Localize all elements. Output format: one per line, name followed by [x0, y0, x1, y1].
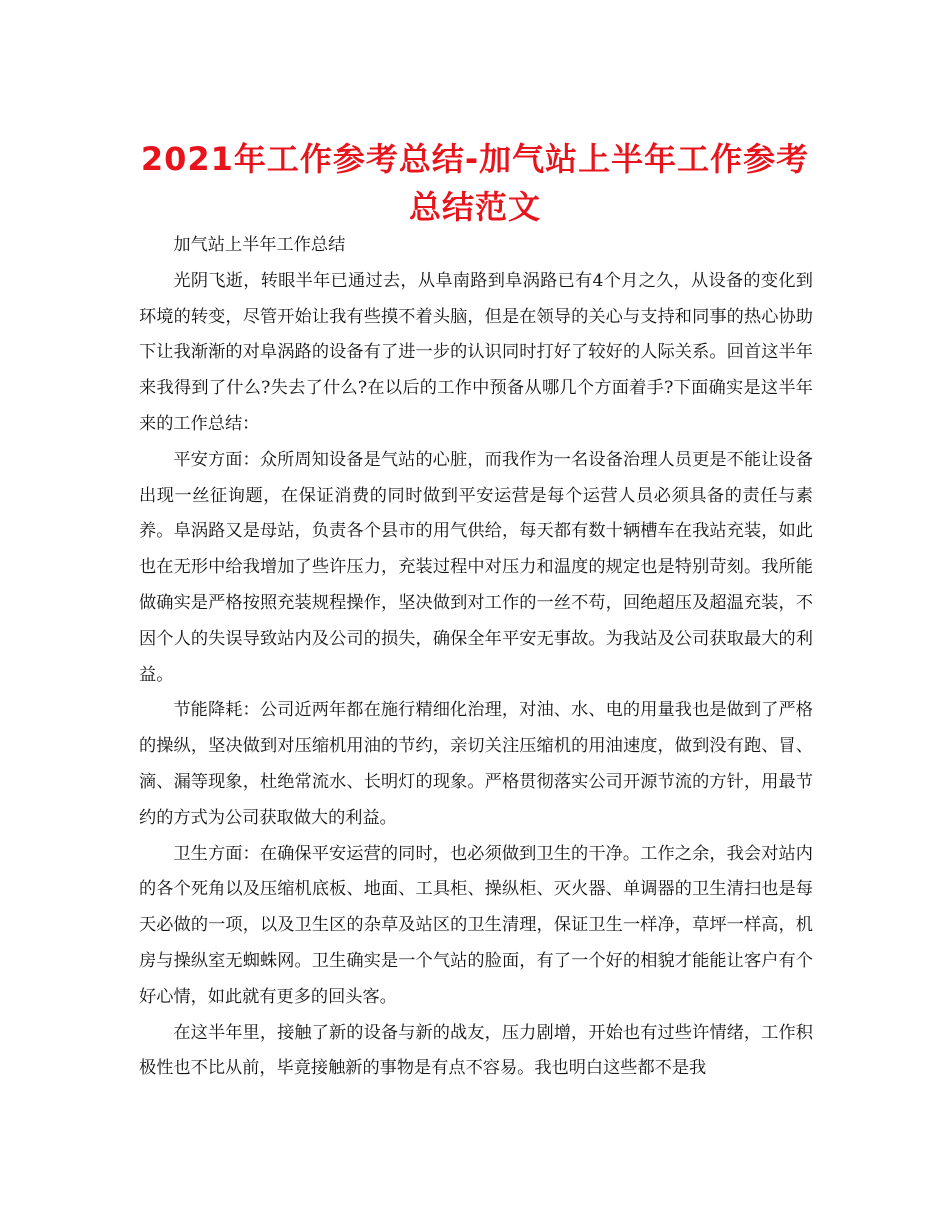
- paragraph-hygiene: 卫生方面：在确保平安运营的同时，也必须做到卫生的干净。工作之余，我会对站内的各个死角以及压缩机底板、地面、工具柜、操纵柜、灭火器、单调器的卫生清扫也是每天必做的一项，以及卫生区的杂草及站区的卫生清理，保证卫生一样净，草坪一样高，机房与操纵室无蜘蛛网。卫生确实是一个气站的脸面，有了一个好的相貌才能能让客户有个好心情，如此就有更多的回头客。: [139, 843, 813, 1007]
- paragraph-reflection: 在这半年里，接触了新的设备与新的战友，压力剧增，开始也有过些许情绪，工作积极性也不比从前，毕竟接触新的事物是有点不容易。我也明白这些都不是我: [139, 1022, 813, 1079]
- paragraph-energy-saving: 节能降耗：公司近两年都在施行精细化治理，对油、水、电的用量我也是做到了严格的操纵，坚决做到对压缩机用油的节约，亲切关注压缩机的用油速度，做到没有跑、冒、滴、漏等现象，杜绝常流水、长明灯的现象。严格贯彻落实公司开源节流的方针，用最节约的方式为公司获取做大的利益。: [139, 700, 813, 828]
- document-title: 2021年工作参考总结-加气站上半年工作参考总结范文: [140, 140, 810, 226]
- paragraph-intro: 光阴飞逝，转眼半年已通过去，从阜南路到阜涡路已有4个月之久，从设备的变化到环境的转变，尽管开始让我有些摸不着头脑，但是在领导的关心与支持和同事的热心协助下让我渐渐的对阜涡路的设备有了进一步的认识同时打好了较好的人际关系。回首这半年来我得到了什么?失去了什么?在以后的工作中预备从哪几个方面着手?下面确实是这半年来的工作总结：: [139, 270, 813, 434]
- paragraph-safety: 平安方面：众所周知设备是气站的心脏，而我作为一名设备治理人员更是不能让设备出现一丝征询题，在保证消费的同时做到平安运营是每个运营人员必须具备的责任与素养。阜涡路又是母站，负责各个县市的用气供给，每天都有数十辆槽车在我站充装，如此也在无形中给我增加了些许压力，充装过程中对压力和温度的规定也是特别苛刻。我所能做确实是严格按照充装规程操作，坚决做到对工作的一丝不苟，回绝超压及超温充装，不因个人的失误导致站内及公司的损失，确保全年平安无事故。为我站及公司获取最大的利益。: [139, 449, 813, 685]
- paragraph-subtitle: 加气站上半年工作总结: [173, 235, 346, 255]
- document-body: [139, 228, 813, 1087]
